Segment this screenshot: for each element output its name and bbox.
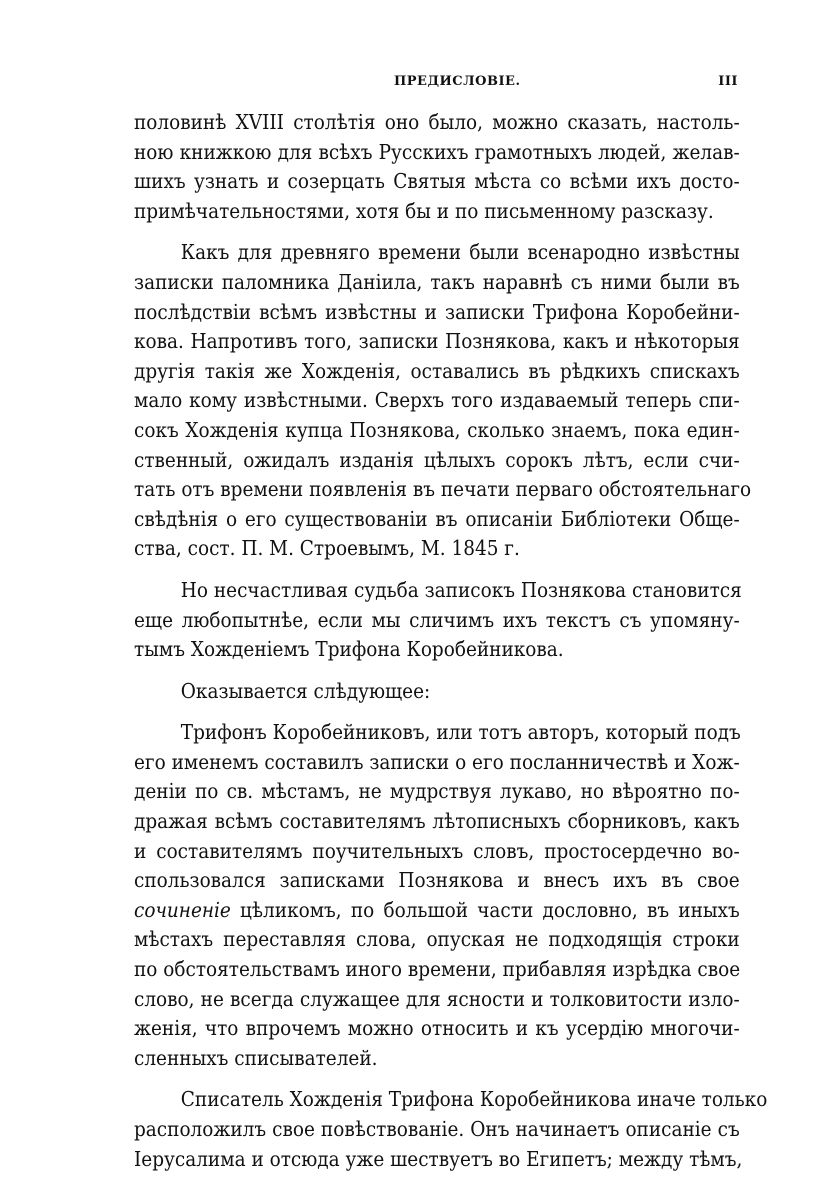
text-line: мѣстахъ переставляя слова, опуская не подходящія строки bbox=[134, 927, 740, 952]
text-line: сленныхъ списывателей. bbox=[134, 1045, 378, 1070]
text-line: еще любопытнѣе, если мы сличимъ ихъ текстъ съ упомяну- bbox=[134, 607, 740, 632]
paragraph-5 bbox=[134, 718, 740, 1073]
text-line: кова. Напротивъ того, записки Познякова, какъ и нѣкоторыя bbox=[134, 329, 740, 354]
text-line: Какъ для древняго времени были всенародно извѣстны bbox=[180, 240, 740, 265]
text-line: шихъ узнать и созерцать Святыя мѣста со всѣми ихъ досто- bbox=[134, 169, 740, 194]
text-line: сокъ Хожденія купца Познякова, сколько знаемъ, пока един- bbox=[134, 417, 740, 442]
text-line: послѣдствіи всѣмъ извѣстны и записки Трифона Коробейни- bbox=[134, 299, 740, 324]
text-line: дражая всѣмъ составителямъ лѣтописныхъ сборниковъ, какъ bbox=[134, 809, 740, 834]
text-line: его именемъ составилъ записки о его посланничествѣ и Хож- bbox=[134, 749, 740, 774]
text-line-rest: цѣликомъ, по большой части дословно, въ иныхъ bbox=[240, 897, 740, 922]
text-line: расположилъ свое повѣствованіе. Онъ начинаетъ описаніе съ bbox=[134, 1117, 740, 1141]
text-line: ства, сост. П. М. Строевымъ, М. 1845 г. bbox=[134, 536, 520, 561]
text-line: деніи по св. мѣстамъ, не мудрствуя лукаво, но вѣроятно по- bbox=[134, 779, 740, 804]
paragraph-3 bbox=[134, 576, 740, 665]
text-line: Списатель Хожденія Трифона Коробейникова иначе только bbox=[180, 1087, 768, 1112]
running-title: ПРЕДИСЛОВІЕ. bbox=[394, 74, 521, 89]
text-line: спользовался записками Познякова и внесъ ихъ въ свое bbox=[134, 868, 740, 893]
text-line: ною книжкою для всѣхъ Русскихъ грамотныхъ людей, желав- bbox=[134, 139, 740, 164]
paragraph-2 bbox=[134, 238, 752, 564]
text-line: тать отъ времени появленія въ печати перваго обстоятельнаго bbox=[134, 477, 752, 502]
running-head bbox=[134, 74, 738, 98]
text-line: примѣчательностями, хотя бы и по письменному разсказу. bbox=[134, 198, 714, 223]
text-line: и составителямъ поучительныхъ словъ, простосердечно во- bbox=[134, 838, 740, 863]
paragraph-6 bbox=[134, 1085, 768, 1174]
text-line: Но несчастливая судьба записокъ Познякова становится bbox=[180, 577, 742, 602]
text-line: половинѣ XVIII столѣтія оно было, можно сказать, настоль- bbox=[134, 110, 740, 134]
paragraph-4 bbox=[134, 677, 740, 707]
text-line: записки паломника Даніила, такъ наравнѣ съ ними были въ bbox=[134, 269, 740, 294]
text-line: по обстоятельствамъ иного времени, прибавляя изрѣдка свое bbox=[134, 957, 741, 982]
text-line-with-italic bbox=[134, 896, 740, 926]
text-line: тымъ Хожденіемъ Трифона Коробейникова. bbox=[134, 637, 564, 662]
text-line: мало кому извѣстными. Сверхъ того издаваемый теперь спи- bbox=[134, 388, 740, 413]
italic-word: сочиненіе bbox=[134, 897, 231, 922]
text-line: другія такія же Хожденія, оставались въ рѣдкихъ спискахъ bbox=[134, 358, 740, 383]
text-line: ственный, ожидалъ изданія цѣлыхъ сорокъ лѣтъ, если счи- bbox=[134, 447, 740, 472]
text-line: женія, что впрочемъ можно относить и къ усердію многочи- bbox=[134, 1016, 740, 1041]
text-line: слово, не всегда служащее для ясности и толковитости изло- bbox=[134, 986, 740, 1011]
body-text bbox=[134, 108, 768, 1174]
page-number: III bbox=[718, 74, 738, 89]
text-line: свѣдѣнія о его существованіи въ описаніи Библіотеки Обще- bbox=[134, 506, 740, 531]
paragraph-1 bbox=[134, 108, 740, 226]
text-line: Іерусалима и отсюда уже шествуетъ во Египетъ; между тѣмъ, bbox=[134, 1146, 743, 1171]
text-line: Трифонъ Коробейниковъ, или тотъ авторъ, который подъ bbox=[180, 720, 741, 745]
text-line: Оказывается слѣдующее: bbox=[180, 678, 431, 703]
